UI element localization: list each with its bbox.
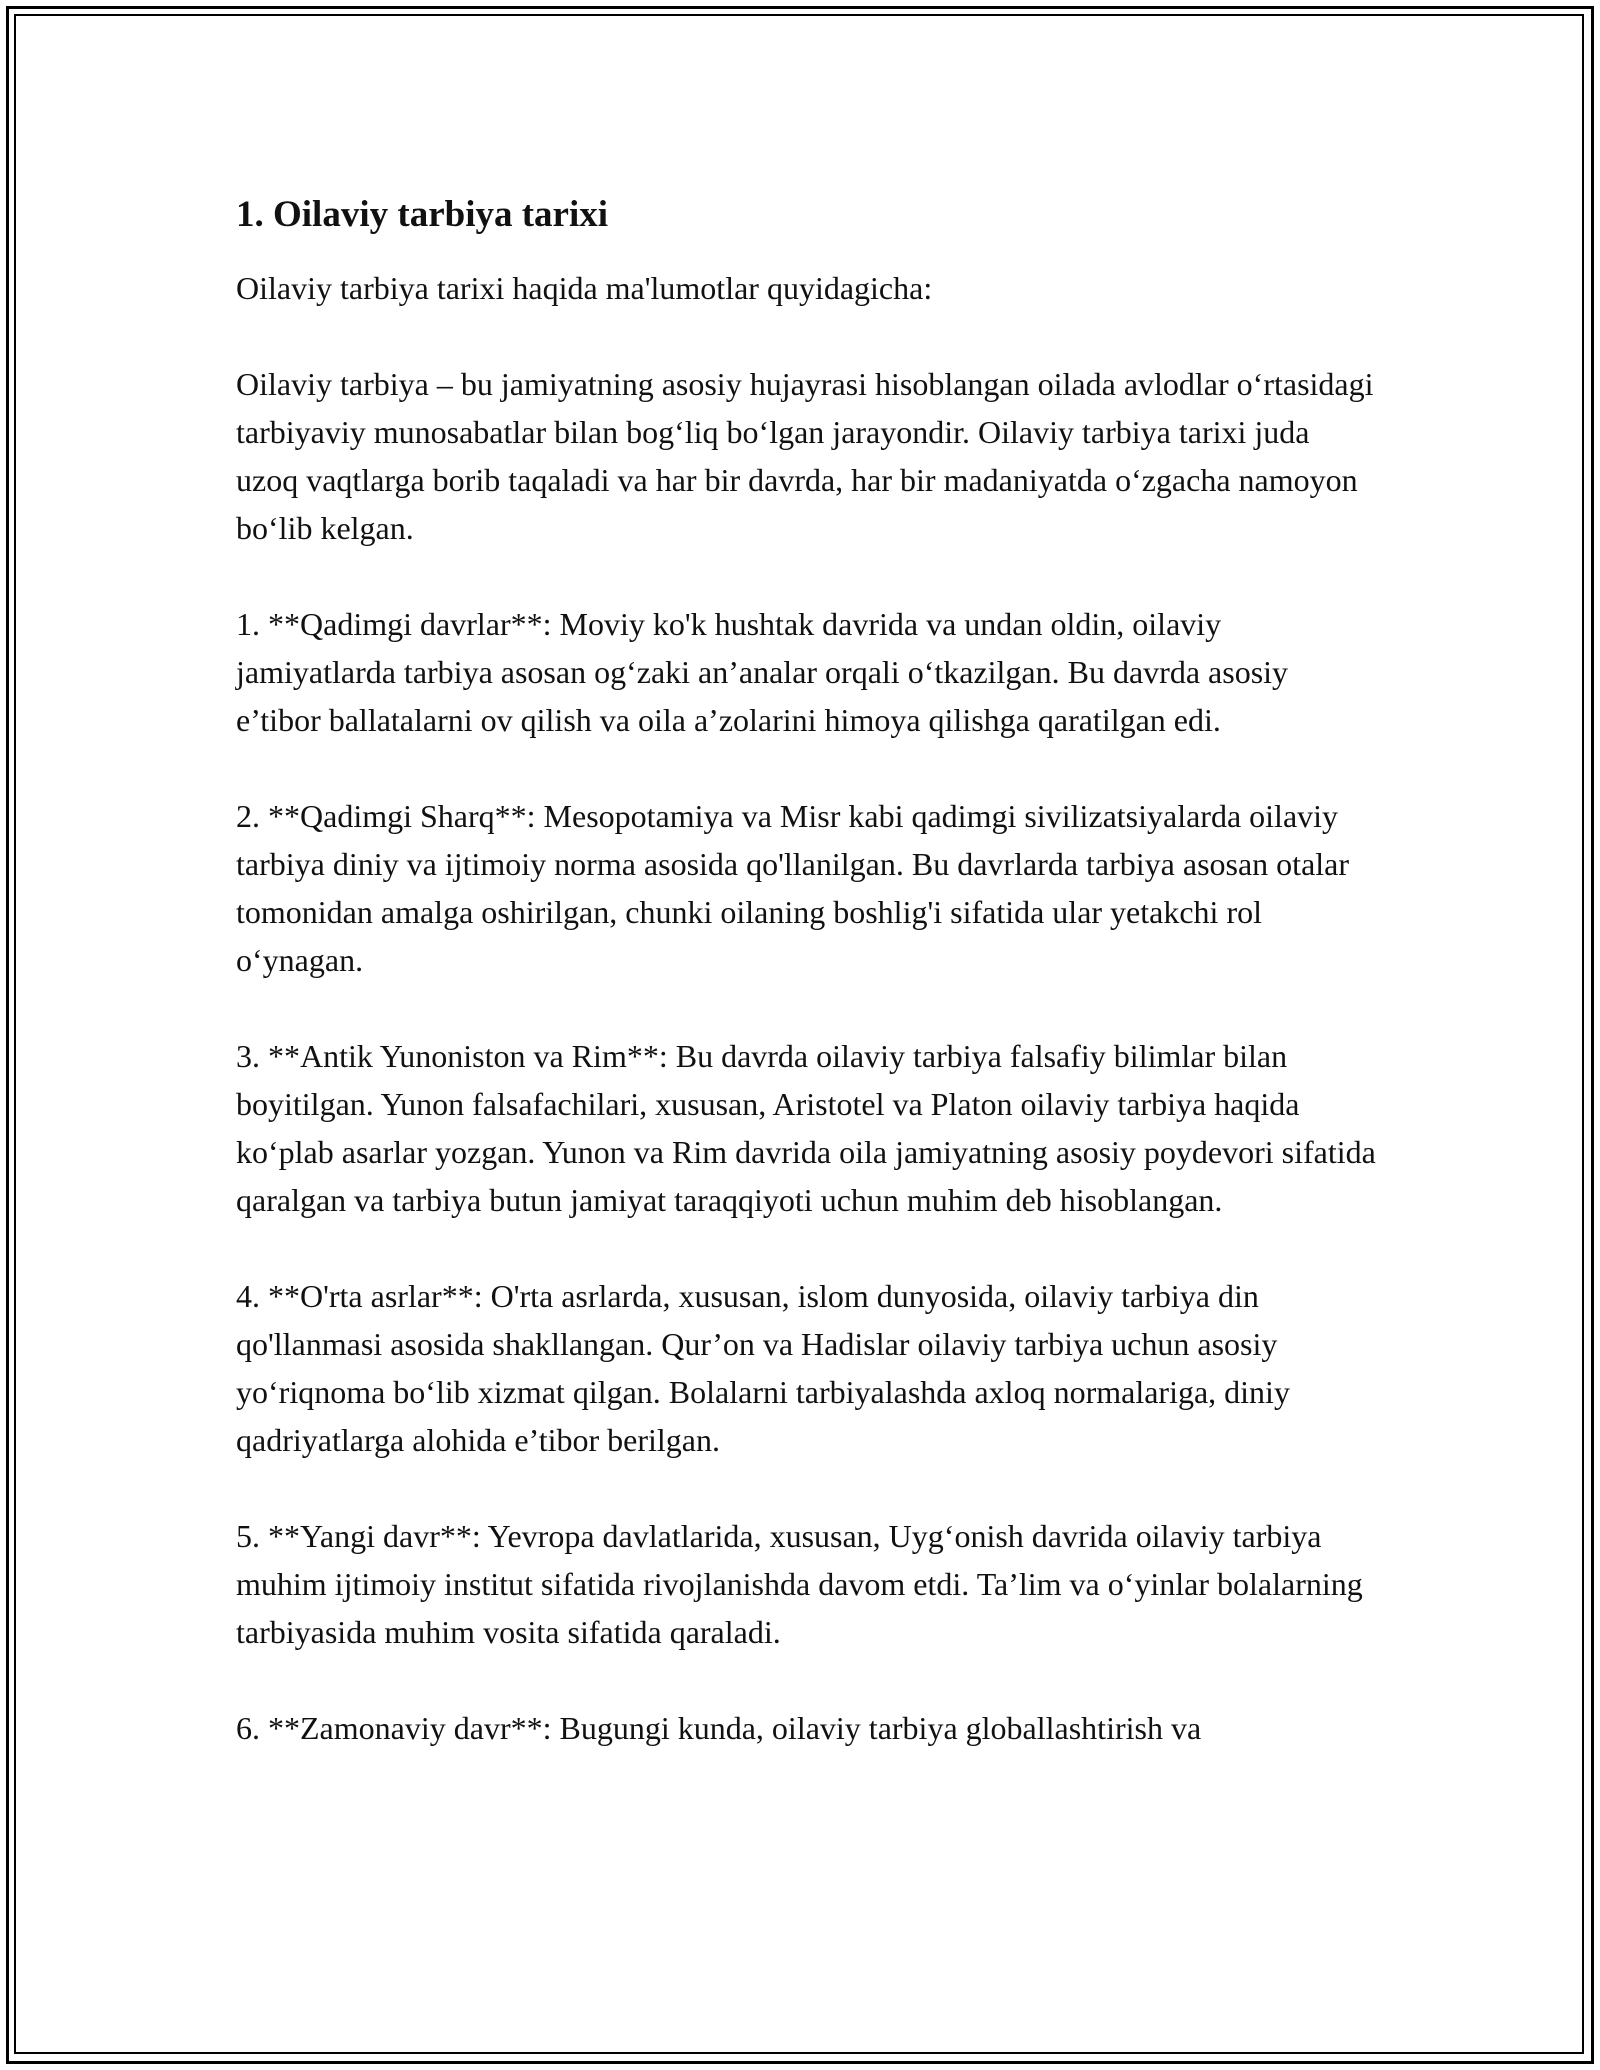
document-body bbox=[236, 190, 1376, 1752]
paragraph-ancient-east: 2. **Qadimgi Sharq**: Mesopotamiya va Misr kabi qadimgi sivilizatsiyalarda oilaviy tarbiya diniy va ijtimoiy norma asosida qo'llanilgan. Bu davrlarda tarbiya asosan otalar tomonidan amalga oshirilgan, chunki oilaning boshlig'i sifatida ular yetakchi rol o‘ynagan. bbox=[236, 798, 1350, 978]
intro-paragraph: Oilaviy tarbiya tarixi haqida ma'lumotlar quyidagicha: bbox=[236, 270, 933, 306]
paragraph-ancient-times: 1. **Qadimgi davrlar**: Moviy ko'k hushtak davrida va undan oldin, oilaviy jamiyatlarda tarbiya asosan og‘zaki an’analar orqali o‘tkazilgan. Bu davrda asosiy e’tibor ballatalarni ov qilish va oila a’zolarini himoya qilishga qaratilgan edi. bbox=[236, 606, 1289, 738]
paragraph-modern-era: 6. **Zamonaviy davr**: Bugungi kunda, oilaviy tarbiya globallashtirish va bbox=[236, 1710, 1202, 1746]
document-title: 1. Oilaviy tarbiya tarixi bbox=[236, 194, 609, 235]
paragraph-middle-ages: 4. **O'rta asrlar**: O'rta asrlarda, xususan, islom dunyosida, oilaviy tarbiya din qo'llanmasi asosida shakllangan. Qur’on va Hadislar oilaviy tarbiya uchun asosiy yo‘riqnoma bo‘lib xizmat qilgan. Bolalarni tarbiyalashda axloq normalariga, diniy qadriyatlarga alohida e’tibor berilgan. bbox=[236, 1278, 1290, 1458]
paragraph-antiquity: 3. **Antik Yunoniston va Rim**: Bu davrda oilaviy tarbiya falsafiy bilimlar bilan boyitilgan. Yunon falsafachilari, xususan, Aristotel va Platon oilaviy tarbiya haqida ko‘plab asarlar yozgan. Yunon va Rim davrida oila jamiyatning asosiy poydevori sifatida qaralgan va tarbiya butun jamiyat taraqqiyoti uchun muhim deb hisoblangan. bbox=[236, 1038, 1376, 1218]
paragraph-overview: Oilaviy tarbiya – bu jamiyatning asosiy hujayrasi hisoblangan oilada avlodlar o‘rtasidagi tarbiyaviy munosabatlar bilan bog‘liq bo‘lgan jarayondir. Oilaviy tarbiya tarixi juda uzoq vaqtlarga borib taqaladi va har bir davrda, har bir madaniyatda o‘zgacha namoyon bo‘lib kelgan. bbox=[236, 366, 1374, 546]
paragraph-new-era: 5. **Yangi davr**: Yevropa davlatlarida, xususan, Uyg‘onish davrida oilaviy tarbiya muhim ijtimoiy institut sifatida rivojlanishda davom etdi. Ta’lim va o‘yinlar bolalarning tarbiyasida muhim vosita sifatida qaraladi. bbox=[236, 1518, 1363, 1650]
